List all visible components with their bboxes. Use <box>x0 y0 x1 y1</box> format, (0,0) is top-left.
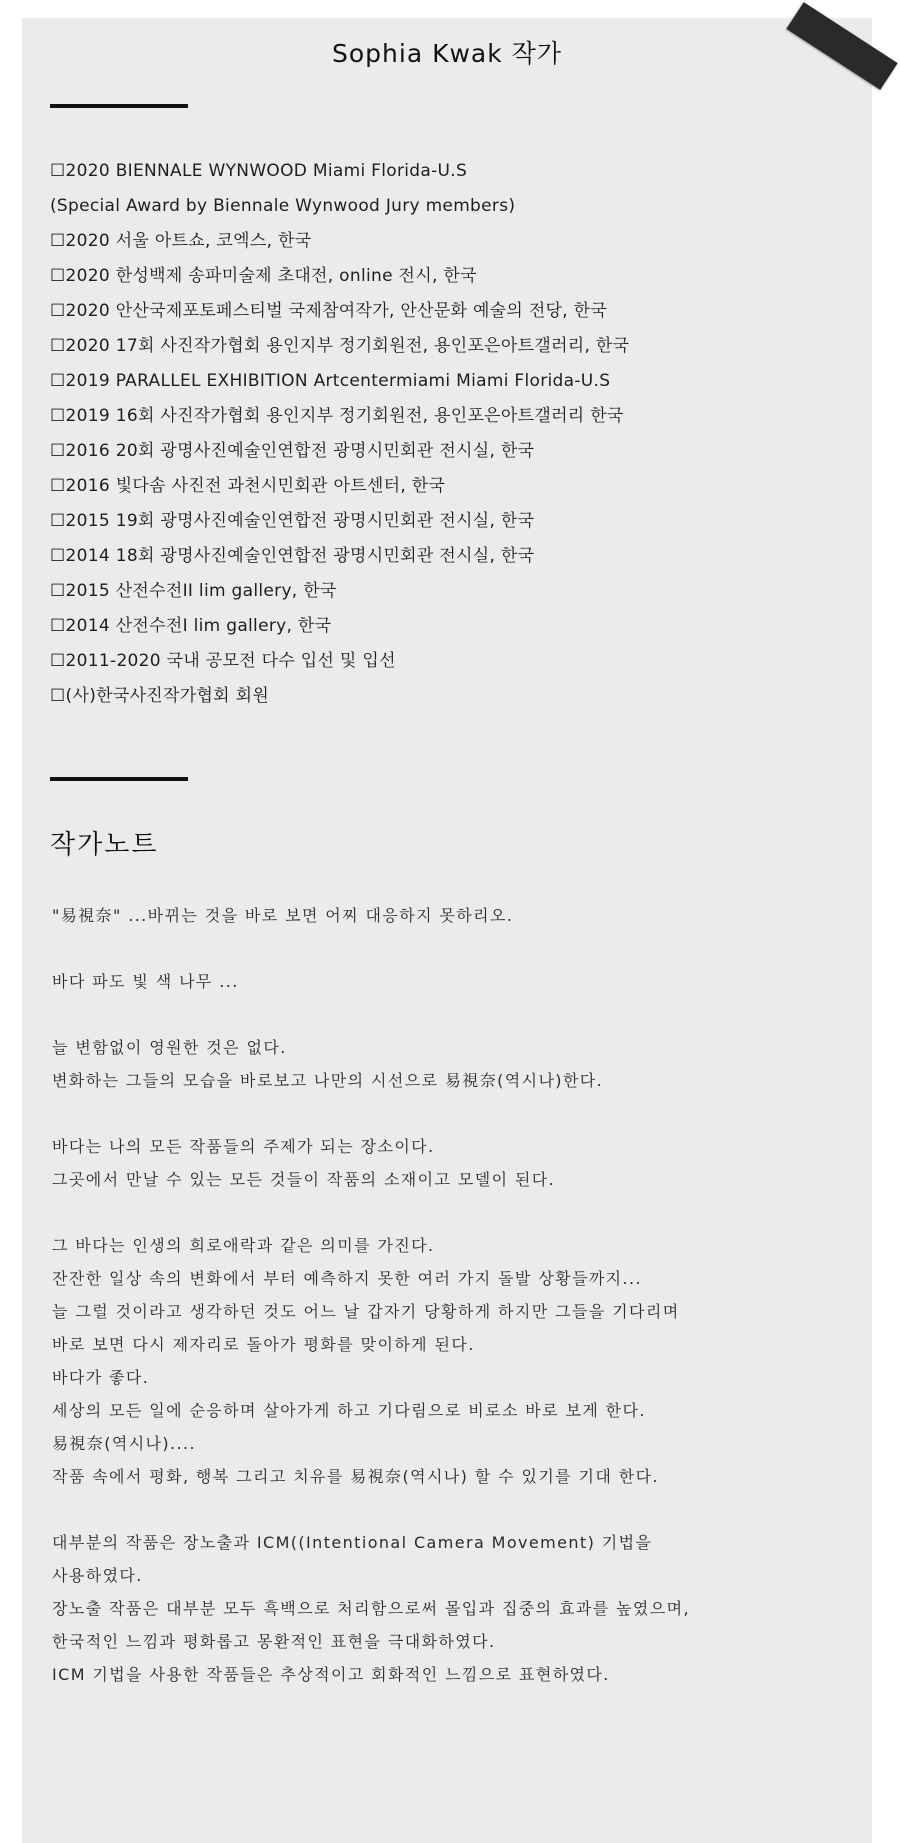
exhibition-list <box>50 154 850 714</box>
note-line: 바다 파도 빛 색 나무 ... <box>52 972 239 991</box>
note-line: 바로 보면 다시 제자리로 돌아가 평화를 맞이하게 된다. <box>52 1335 475 1354</box>
note-spacer <box>52 1196 852 1229</box>
exhibition-item: ☐(사)한국사진작가협회 회원 <box>50 686 270 706</box>
note-spacer <box>52 1097 852 1130</box>
exhibition-item: ☐2015 산전수전II lim gallery, 한국 <box>50 581 337 601</box>
exhibition-item: ☐2014 18회 광명사진예술인연합전 광명시민회관 전시실, 한국 <box>50 546 535 566</box>
note-line: "易視奈" ...바뀌는 것을 바로 보면 어찌 대응하지 못하리오. <box>52 906 514 925</box>
exhibition-item: ☐2019 PARALLEL EXHIBITION Artcentermiami Miami Florida-U.S <box>50 371 611 391</box>
note-line: 대부분의 작품은 장노출과 ICM((Intentional Camera Movement) 기법을 <box>52 1533 653 1552</box>
note-line: 바다가 좋다. <box>52 1368 150 1387</box>
artist-note-heading: 작가노트 <box>50 830 159 860</box>
note-spacer <box>52 1493 852 1526</box>
note-line: 잔잔한 일상 속의 변화에서 부터 예측하지 못한 여러 가지 돌발 상황들까지... <box>52 1269 642 1288</box>
exhibition-item: ☐2016 빛다솜 사진전 과천시민회관 아트센터, 한국 <box>50 476 446 496</box>
note-line: 변화하는 그들의 모습을 바로보고 나만의 시선으로 易視奈(역시나)한다. <box>52 1071 604 1090</box>
section-divider <box>50 104 188 108</box>
note-line: 그 바다는 인생의 희로애락과 같은 의미를 가진다. <box>52 1236 435 1255</box>
page-title: Sophia Kwak 작가 <box>332 39 562 68</box>
note-line: ICM 기법을 사용한 작품들은 추상적이고 회화적인 느낌으로 표현하였다. <box>52 1665 610 1684</box>
artist-note-body <box>52 899 852 1691</box>
exhibition-item: ☐2014 산전수전I lim gallery, 한국 <box>50 616 332 636</box>
note-line: 장노출 작품은 대부분 모두 흑백으로 처리함으로써 몰입과 집중의 효과를 높였으며, <box>52 1599 690 1618</box>
note-line: 그곳에서 만날 수 있는 모든 것들이 작품의 소재이고 모델이 된다. <box>52 1170 556 1189</box>
note-line: 易視奈(역시나).... <box>52 1434 196 1453</box>
note-line: 세상의 모든 일에 순응하며 살아가게 하고 기다림으로 비로소 바로 보게 한다. <box>52 1401 646 1420</box>
exhibition-item: ☐2016 20회 광명사진예술인연합전 광명시민회관 전시실, 한국 <box>50 441 535 461</box>
note-line: 늘 그럴 것이라고 생각하던 것도 어느 날 갑자기 당황하게 하지만 그들을 기다리며 <box>52 1302 680 1321</box>
exhibition-item: ☐2019 16회 사진작가협회 용인지부 정기회원전, 용인포은아트갤러리 한국 <box>50 406 624 426</box>
note-line: 사용하였다. <box>52 1566 143 1585</box>
section-divider <box>50 777 188 781</box>
exhibition-item: ☐2011-2020 국내 공모전 다수 입선 및 입선 <box>50 651 396 671</box>
exhibition-item: ☐2015 19회 광명사진예술인연합전 광명시민회관 전시실, 한국 <box>50 511 535 531</box>
exhibition-item: ☐2020 서울 아트쇼, 코엑스, 한국 <box>50 231 312 251</box>
exhibition-item: ☐2020 17회 사진작가협회 용인지부 정기회원전, 용인포은아트갤러리, 한국 <box>50 336 630 356</box>
exhibition-item: ☐2020 BIENNALE WYNWOOD Miami Florida-U.S <box>50 161 468 181</box>
exhibition-item: (Special Award by Biennale Wynwood Jury members) <box>50 196 516 216</box>
note-line: 작품 속에서 평화, 행복 그리고 치유를 易視奈(역시나) 할 수 있기를 기대 한다. <box>52 1467 659 1486</box>
note-spacer <box>52 998 852 1031</box>
note-line: 늘 변함없이 영원한 것은 없다. <box>52 1038 287 1057</box>
exhibition-item: ☐2020 한성백제 송파미술제 초대전, online 전시, 한국 <box>50 266 477 286</box>
exhibition-item: ☐2020 안산국제포토페스티벌 국제참여작가, 안산문화 예술의 전당, 한국 <box>50 301 608 321</box>
note-line: 바다는 나의 모든 작품들의 주제가 되는 장소이다. <box>52 1137 435 1156</box>
note-spacer <box>52 932 852 965</box>
note-line: 한국적인 느낌과 평화롭고 몽환적인 표현을 극대화하였다. <box>52 1632 496 1651</box>
